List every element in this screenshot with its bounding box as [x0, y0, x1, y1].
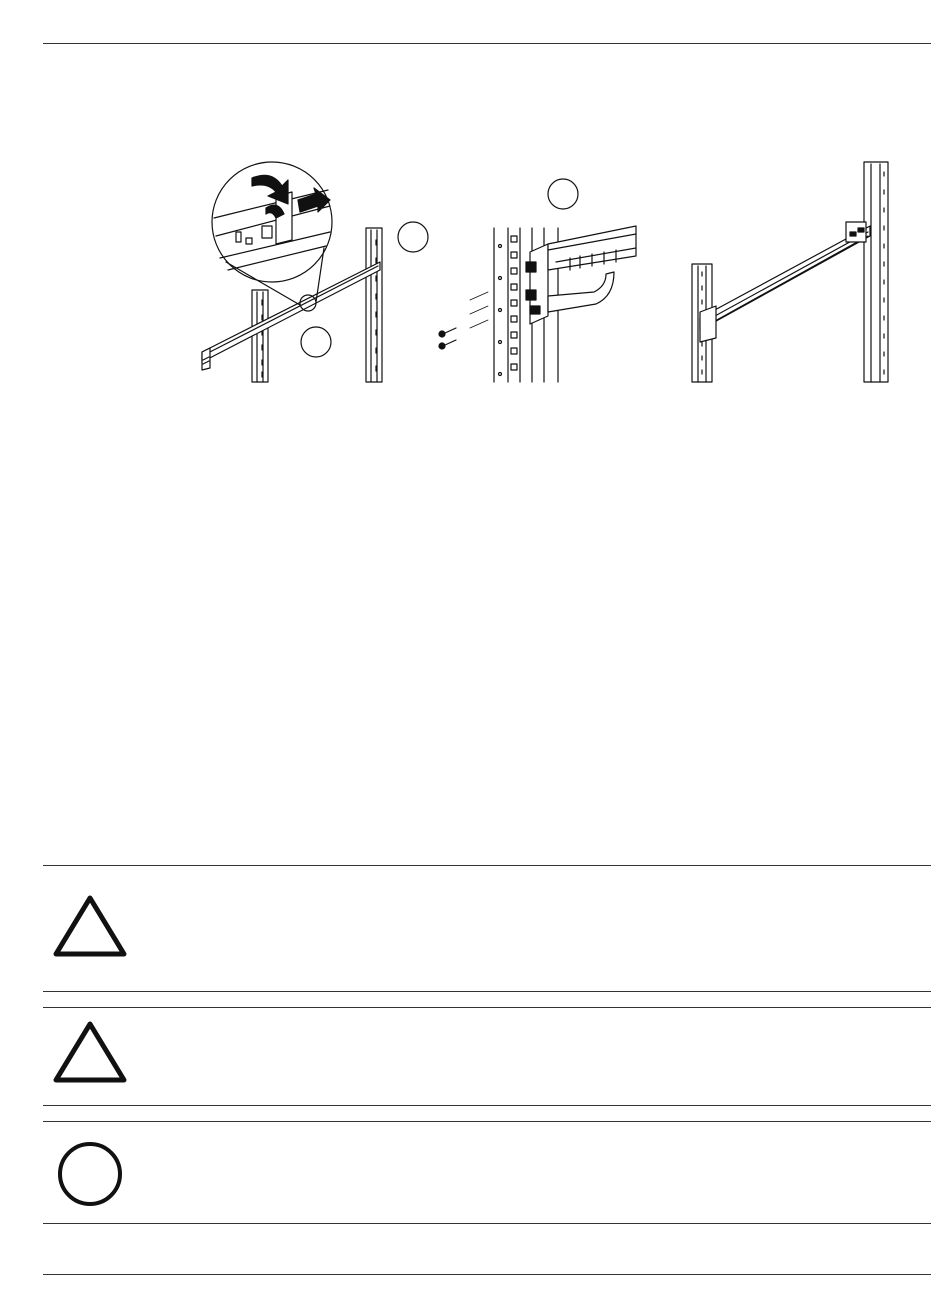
panel-rail-screw-front [439, 179, 636, 382]
rail-front-bracket [526, 226, 636, 324]
panel-rail-attach-detail [202, 162, 428, 382]
notice-2-bottom-rule [43, 1105, 931, 1106]
note-circle-icon [56, 1140, 124, 1208]
left-rack-post [252, 290, 268, 382]
step-callout-1 [398, 222, 428, 252]
warning-triangle-icon [50, 892, 130, 960]
caution-triangle-icon [50, 1018, 130, 1086]
rail-installation-illustration [0, 140, 950, 400]
screws [439, 328, 456, 349]
header-rule [43, 43, 931, 44]
notice-1-bottom-rule [43, 991, 931, 992]
detail-magnifier [212, 162, 332, 311]
panel-rail-installed [692, 162, 888, 382]
step-callout-2 [301, 327, 331, 357]
notice-2-top-rule [43, 1007, 931, 1008]
notice-3-top-rule [43, 1121, 931, 1122]
footer-rule [43, 1274, 931, 1275]
rear-rack-post [864, 162, 888, 382]
installed-slide-rail [700, 222, 870, 342]
notice-3-bottom-rule [43, 1223, 931, 1224]
right-rack-post [366, 228, 382, 382]
notice-1-top-rule [43, 865, 931, 866]
step-callout-3 [548, 179, 578, 209]
